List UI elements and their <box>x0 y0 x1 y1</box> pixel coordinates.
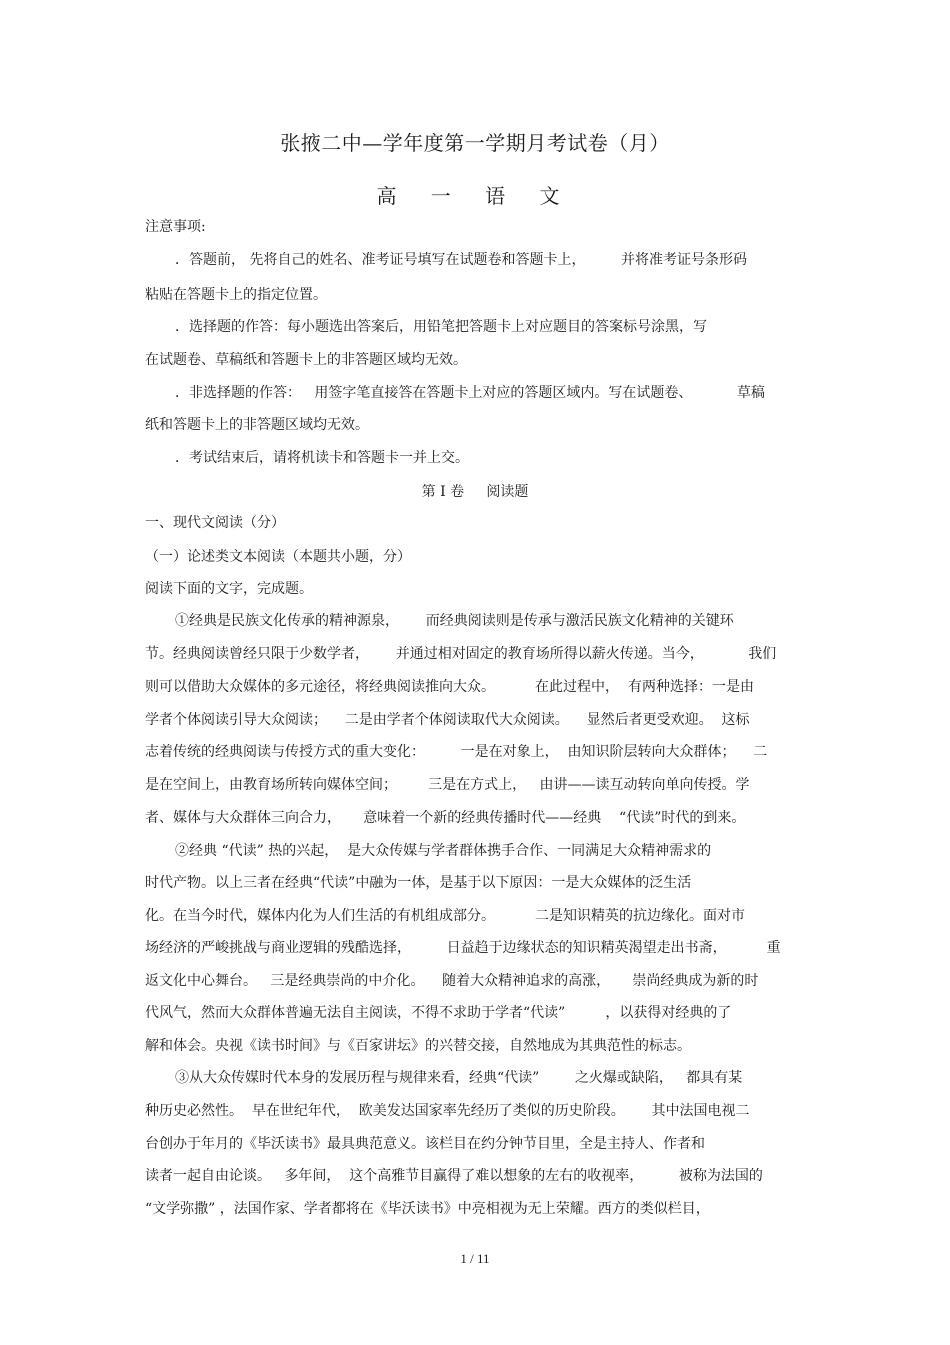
notice-item-3: ．非选择题的作答： 用签字笔直接答在答题卡上对应的答题区域内。写在试题卷、 草稿 <box>175 385 765 401</box>
exam-subject: 高 一 语 文 <box>376 184 574 208</box>
page-number: 1 / 11 <box>460 1251 490 1266</box>
passage-line: 解和体会。央视《读书时间》与《百家讲坛》的兴替交接，自然地成为其典范性的标志。 <box>145 1038 691 1054</box>
notice-item-2: ．选择题的作答：每小题选出答案后，用铅笔把答题卡上对应题目的答案标号涂黑，写 <box>175 319 707 335</box>
passage-line: ③从大众传媒时代本身的发展历程与规律来看，经典“代读” 之火爆或缺陷， 都具有某 <box>175 1070 743 1086</box>
notice-item-2-cont: 在试题卷、草稿纸和答题卡上的非答题区域均无效。 <box>145 352 467 368</box>
exam-title: 张掖二中—学年度第一学期月考试卷（月） <box>280 131 670 155</box>
notice-heading: 注意事项: <box>145 219 206 235</box>
passage-line: 志着传统的经典阅读与传授方式的重大变化： 一是在对象上， 由知识阶层转向大众群体； 二 <box>145 744 768 760</box>
subpart-heading: （一）论述类文本阅读（本题共小题，分） <box>145 549 411 565</box>
passage-line: 返文化中心舞台。 三是经典崇尚的中介化。 随着大众精神追求的高涨， 崇尚经典成为新的时 <box>145 973 759 989</box>
passage-line: 代风气，然而大众群体普遍无法自主阅读，不得不求助于学者“代读” ，以获得对经典的了 <box>145 1005 732 1021</box>
passage-line: 则可以借助大众媒体的多元途径，将经典阅读推向大众。 在此过程中， 有两种选择：一是由 <box>145 679 754 695</box>
reading-instruction: 阅读下面的文字，完成题。 <box>145 581 313 597</box>
passage-line: 学者个体阅读引导大众阅读； 二是由学者个体阅读取代大众阅读。 显然后者更受欢迎。 这标 <box>145 712 750 728</box>
passage-line: 是在空间上，由教育场所转向媒体空间； 三是在方式上， 由讲——读互动转向单向传授。学 <box>145 777 750 793</box>
passage-line: 者、媒体与大众群体三向合力， 意味着一个新的经典传播时代——经典 “代读”时代的到来。 <box>145 810 746 826</box>
notice-item-1-cont: 粘贴在答题卡上的指定位置。 <box>145 287 327 303</box>
section-heading: 第 I 卷 阅读题 <box>421 484 529 500</box>
passage-line: ①经典是民族文化传承的精神源泉， 而经典阅读则是传承与激活民族文化精神的关键环 <box>175 613 734 629</box>
passage-line: 化。在当今时代，媒体内化为人们生活的有机组成部分。 二是知识精英的抗边缘化。面对市 <box>145 908 746 924</box>
passage-line: 场经济的严峻挑战与商业逻辑的残酷选择， 日益趋于边缘状态的知识精英渴望走出书斋， 重 <box>145 940 781 956</box>
notice-item-4: ．考试结束后，请将机读卡和答题卡一并上交。 <box>175 450 469 466</box>
passage-line: 节。经典阅读曾经只限于少数学者， 并通过相对固定的教育场所得以薪火传递。当今， 我们 <box>145 646 777 662</box>
passage-line: ②经典 “代读” 热的兴起， 是大众传媒与学者群体携手合作、一同满足大众精神需求的 <box>175 843 712 859</box>
passage-line: 读者一起自由论谈。 多年间， 这个高雅节目赢得了难以想象的左右的收视率， 被称为法国的 <box>145 1168 763 1184</box>
notice-item-3-cont: 纸和答题卡上的非答题区域均无效。 <box>145 417 369 433</box>
part-heading: 一、现代文阅读（分） <box>145 515 285 531</box>
passage-line: 时代产物。以上三者在经典“代读”中融为一体，是基于以下原因：一是大众媒体的泛生活 <box>145 875 692 891</box>
notice-item-1: ．答题前， 先将自己的姓名、准考证号填写在试题卷和答题卡上， 并将准考证号条形码 <box>175 252 748 268</box>
passage-line: 台创办于年月的《毕沃读书》最具典范意义。该栏目在约分钟节目里，全是主持人、作者和 <box>145 1136 705 1152</box>
passage-line: 种历史必然性。 早在世纪年代， 欧美发达国家率先经历了类似的历史阶段。 其中法国电视二 <box>145 1103 750 1119</box>
passage-line: “文学弥撒” ，法国作家、学者都将在《毕沃读书》中亮相视为无上荣耀。西方的类似栏目， <box>145 1201 710 1217</box>
